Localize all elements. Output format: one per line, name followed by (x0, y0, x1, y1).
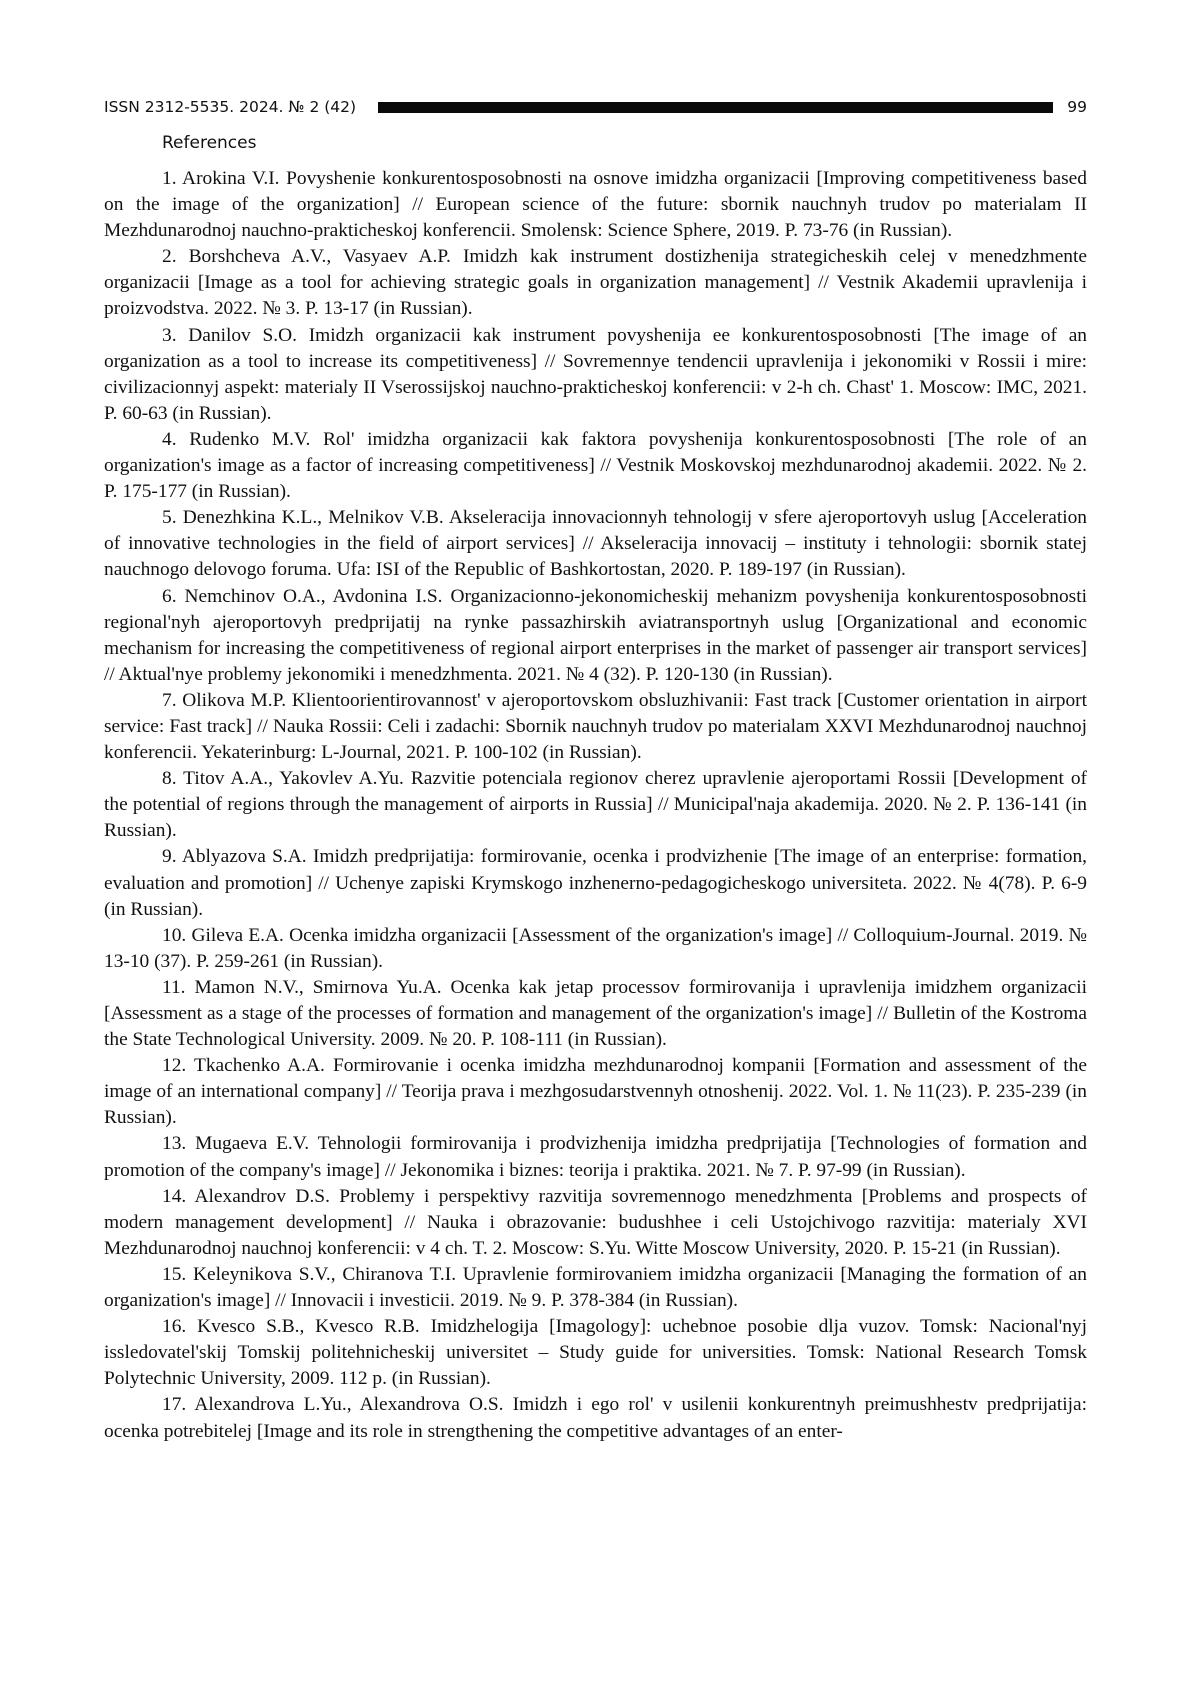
reference-item: 5. Denezhkina K.L., Melnikov V.B. Akseleracija innovacionnyh tehnologij v sfere ajeroportovyh uslug [Acceleration of innovative technologies in the field of airport services] // Akseleracija innovacij – instituty i tehnologii: sbornik statej nauchnogo delovogo foruma. Ufa: ISI of the Republic of Bashkortostan, 2020. P. 189-197 (in Russian). (104, 507, 1087, 581)
reference-item: 11. Mamon N.V., Smirnova Yu.A. Ocenka kak jetap processov formirovanija i upravlenija imidzhem organizacii [Assessment as a stage of the processes of formation and management of the organization's image] // Bulletin of the Kostroma the State Technological University. 2009. № 20. P. 108-111 (in Russian). (104, 976, 1087, 1051)
reference-item: 2. Borshcheva A.V., Vasyaev A.P. Imidzh kak instrument dostizhenija strategicheskih celej v menedzhmente organizacii [Image as a tool for achieving strategic goals in organization management] // Vestnik Akademii upravlenija i proizvodstva. 2022. № 3. P. 13-17 (in Russian). (104, 246, 1087, 320)
reference-item: 8. Titov A.A., Yakovlev A.Yu. Razvitie potenciala regionov cherez upravlenie ajeroportami Rossii [Development of the potential of regions through the management of airports in Russia] // Municipal'naja akademija. 2020. № 2. P. 136-141 (in Russian). (104, 768, 1087, 842)
section-title: References (162, 133, 257, 153)
reference-item: 17. Alexandrova L.Yu., Alexandrova O.S. Imidzh i ego rol' v usilenii konkurentnyh preimushhestv predprijatija: ocenka potrebitelej [Image and its role in strengthening the competitive advantages of an enter- (104, 1394, 1087, 1442)
reference-item: 4. Rudenko M.V. Rol' imidzha organizacii kak faktora povyshenija konkurentosposobnosti [The role of an organization's image as a factor of increasing competitiveness] // Vestnik Moskovskoj mezhdunarodnoj akademii. 2022. № 2. P. 175-177 (in Russian). (104, 428, 1087, 503)
reference-item: 10. Gileva E.A. Ocenka imidzha organizacii [Assessment of the organization's image] // Colloquium-Journal. 2019. № 13-10 (37). P. 259-261 (in Russian). (104, 924, 1087, 972)
reference-item: 14. Alexandrov D.S. Problemy i perspektivy razvitija sovremennogo menedzhmenta [Problems and prospects of modern management development] // Nauka i obrazovanie: budushhee i celi Ustojchivogo razvitija: materialy XVI Mezhdunarodnoj nauchnoj konferencii: v 4 ch. T. 2. Moscow: S.Yu. Witte Moscow University, 2020. P. 15-21 (in Russian). (104, 1185, 1087, 1259)
reference-item: 9. Ablyazova S.A. Imidzh predprijatija: formirovanie, ocenka i prodvizhenie [The image of an enterprise: formation, evaluation and promotion] // Uchenye zapiski Krymskogo inzhenerno-pedagogicheskogo universiteta. 2022. № 4(78). P. 6-9 (in Russian). (104, 846, 1087, 920)
reference-item: 12. Tkachenko A.A. Formirovanie i ocenka imidzha mezhdunarodnoj kompanii [Formation and assessment of the image of an international company] // Teorija prava i mezhgosudarstvennyh otnoshenij. 2022. Vol. 1. № 11(23). P. 235-239 (in Russian). (104, 1055, 1087, 1129)
reference-item: 13. Mugaeva E.V. Tehnologii formirovanija i prodvizhenija imidzha predprijatija [Technologies of formation and promotion of the company's image] // Jekonomika i biznes: teorija i praktika. 2021. № 7. P. 97-99 (in Russian). (104, 1133, 1087, 1181)
page-number: 99 (1067, 98, 1087, 116)
reference-item: 15. Keleynikova S.V., Chiranova T.I. Upravlenie formirovaniem imidzha organizacii [Managing the formation of an organization's image] // Innovacii i investicii. 2019. № 9. P. 378-384 (in Russian). (104, 1263, 1087, 1312)
reference-item: 6. Nemchinov O.A., Avdonina I.S. Organizacionno-jekonomicheskij mehanizm povyshenija konkurentosposobnosti regional'nyh ajeroportovyh predprijatij na rynke passazhirskih aviatransportnyh uslug [Organizational and economic mechanism for increasing the competitiveness of regional airport enterprises in the market of passenger air transport services] // Aktual'nye problemy jekonomiki i menedzhmenta. 2021. № 4 (32). P. 120-130 (in Russian). (104, 585, 1087, 685)
reference-item: 16. Kvesco S.B., Kvesco R.B. Imidzhelogija [Imagology]: uchebnoe posobie dlja vuzov. Tomsk: Nacional'nyj issledovatel'skij Tomskij politehnicheskij universitet – Study guide for universities. Tomsk: National Research Tomsk Polytechnic University, 2009. 112 p. (in Russian). (104, 1316, 1087, 1390)
reference-item: 1. Arokina V.I. Povyshenie konkurentosposobnosti na osnove imidzha organizacii [Improving competitiveness based on the image of the organization] // European science of the future: sbornik nauchnyh trudov po materialam II Mezhdunarodnoj nauchno-prakticheskoj konferencii. Smolensk: Science Sphere, 2019. P. 73-76 (in Russian). (104, 168, 1087, 242)
header-rule (378, 102, 1053, 113)
journal-issn: ISSN 2312-5535. 2024. № 2 (42) (104, 98, 357, 116)
reference-list (104, 166, 1087, 1445)
reference-item: 7. Olikova M.P. Klientoorientirovannost' v ajeroportovskom obsluzhivanii: Fast track [Customer orientation in airport service: Fast track] // Nauka Rossii: Celi i zadachi: Sbornik nauchnyh trudov po materialam XXVI Mezhdunarodnoj nauchnoj konferencii. Yekaterinburg: L-Journal, 2021. P. 100-102 (in Russian). (104, 689, 1087, 764)
reference-item: 3. Danilov S.O. Imidzh organizacii kak instrument povyshenija ee konkurentosposobnosti [The image of an organization as a tool to increase its competitiveness] // Sovremennye tendencii upravlenija i jekonomiki v Rossii i mire: civilizacionnyj aspekt: materialy II Vserossijskoj nauchno-prakticheskoj konferencii: v 2-h ch. Chast' 1. Moscow: IMC, 2021. P. 60-63 (in Russian). (104, 324, 1087, 424)
running-header (104, 96, 1087, 118)
